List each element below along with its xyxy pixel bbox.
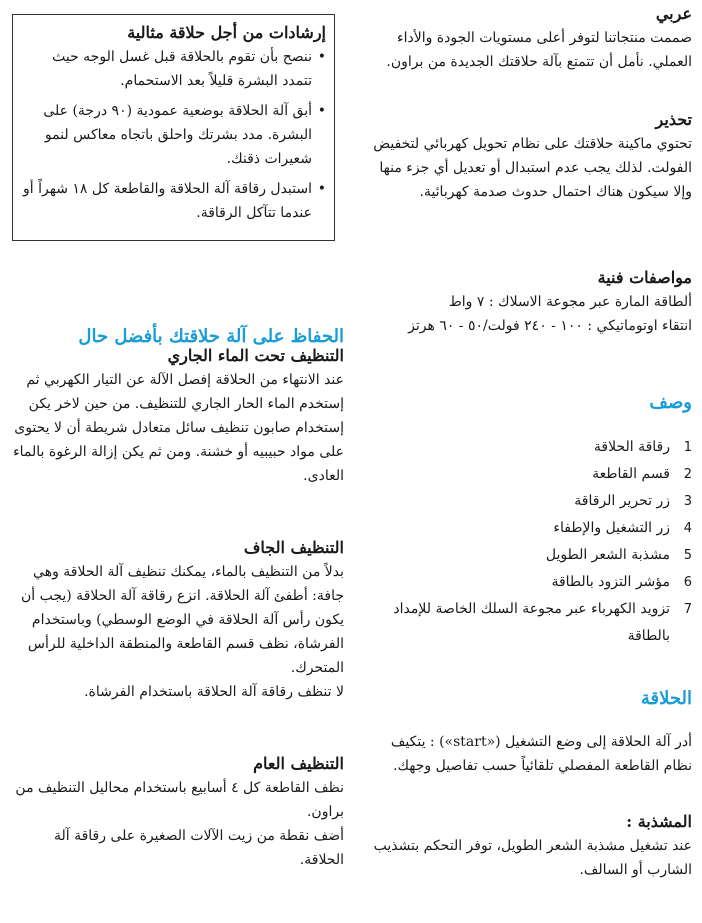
parts-list-number: 4 [683,521,692,536]
tips-heading: إرشادات من أجل حلاقة مثالية [127,23,326,42]
parts-list-label: رقاقة الحلاقة [593,439,670,455]
dry-cleaning-text: بدلاً من التنظيف بالماء، يمكنك تنظيف آلة الحلاقة وهي جافة: أطفئ آلة الحلاقة. انزع رقاقة آلة الحلاقة (يجب أن يكون رأس آلة الحلاقة في الوضع الوسطي) وباستخدام الفرشاة، نظف قسم القاطعة والمنطقة الداخلية للرأس المتحرك. [20,564,344,676]
running-water-section [8,344,344,488]
trimmer-text: عند تشغيل مشذبة الشعر الطويل، توفر التحكم بتشذيب الشارب أو السالف. [373,838,692,878]
shaving-text: أدر آلة الحلاقة إلى وضع التشغيل («start») : يتكيف نظام القاطعة المفصلي تلقائياً حسب تفاصيل وجهك. [390,734,692,774]
parts-list-label: مشذبة الشعر الطويل [545,547,670,563]
tips-box [12,14,335,241]
warning-text: تحتوي ماكينة حلاقتك على نظام تحويل كهربائي لتخفيض الفولت. لذلك يجب عدم استبدال أو تعديل أي جزء منها وإلا سيكون هناك احتمال حدوث صدمة كهربائية. [373,136,692,200]
care-heading: الحفاظ على آلة حلاقتك بأفضل حال [78,326,344,347]
parts-list-label: زر التشغيل والإطفاء [553,520,670,536]
parts-list-number: 2 [683,467,692,482]
parts-list-item [360,515,692,542]
warning-heading: تحذير [655,110,692,129]
general-cleaning-heading: التنظيف العام [253,754,344,773]
specs-section [360,266,692,338]
running-water-text: عند الانتهاء من الحلاقة إفصل الآلة عن التيار الكهربي ثم إستخدم الماء الحار الجاري للتنظيف. من حين لاخر يكن إستخدام صابون تنظيف سائل متعادل شريطة أن لا يحتوى على مواد حبيبيه أو خشنة. ومن ثم يكن إزالة الرغوة بالماء العادى. [13,372,344,484]
parts-list-item [360,461,692,488]
shaving-section [360,668,692,778]
language-heading: عربي [655,4,692,23]
specs-power: ألطاقة المارة عبر مجوعة الاسلاك : ٧ واط [448,294,692,310]
parts-list-number: 6 [683,575,692,590]
specs-voltage: انتقاء اوتوماتيكي : ١٠٠ - ٢٤٠ فولت/٥٠ - ٦٠ هرتز [408,318,692,334]
parts-list-label: قسم القاطعة [592,466,670,482]
dry-cleaning-section [8,536,344,704]
tip-item: • أبق آلة الحلاقة بوضعية عمودية (٩٠ درجة) على البشرة. مدد بشرتك واحلق باتجاه معاكس لنمو شعيرات ذقنك. [23,99,312,171]
intro-text: صممت منتجاتنا لتوفر أعلى مستويات الجودة والأداء العملي. نأمل أن تتمتع بآلة حلاقتك الجديدة من براون. [386,30,692,70]
tip-item: • استبدل رقاقة آلة الحلاقة والقاطعة كل ١٨ شهراً أو عندما تتآكل الرقاقة. [23,177,312,225]
specs-heading: مواصفات فنية [597,268,692,287]
trimmer-heading: المشذبة : [626,812,692,831]
parts-list-item [360,569,692,596]
tips-list [23,45,326,225]
parts-list-item [360,488,692,515]
tip-item: • ننصح بأن تقوم بالحلاقة قبل غسل الوجه حيث تتمدد البشرة قليلاً بعد الاستحمام. [23,45,312,93]
description-heading: وصف [649,392,692,413]
parts-list-number: 5 [683,548,692,563]
parts-list-label: مؤشر التزود بالطاقة [551,574,670,590]
parts-list-number: 3 [683,494,692,509]
dry-cleaning-heading: التنظيف الجاف [243,538,344,557]
parts-list-label: زر تحرير الرقاقة [574,493,670,509]
warning-section [360,108,692,204]
general-cleaning-text-2: أضف نقطة من زيت الآلات الصغيرة على رقاقة آلة الحلاقة. [53,828,344,868]
general-cleaning-section [8,752,344,872]
parts-list-item [360,434,692,461]
running-water-heading: التنظيف تحت الماء الجاري [167,346,344,365]
description-section [360,372,692,650]
general-cleaning-text-1: نظف القاطعة كل ٤ أسابيع باستخدام محاليل التنظيف من براون. [15,780,344,820]
dry-cleaning-note: لا تنظف رقاقة آلة الحلاقة باستخدام الفرشاة. [84,684,344,700]
parts-list-label: تزويد الكهرباء عبر مجوعة السلك الخاصة للإمداد بالطاقة [393,601,670,644]
parts-list-number: 1 [683,440,692,455]
parts-list [360,434,692,650]
parts-list-item [360,542,692,569]
trimmer-section [360,810,692,882]
parts-list-item [360,596,692,650]
intro-section [360,2,692,74]
shaving-heading: الحلاقة [640,688,692,709]
parts-list-number: 7 [683,602,692,617]
